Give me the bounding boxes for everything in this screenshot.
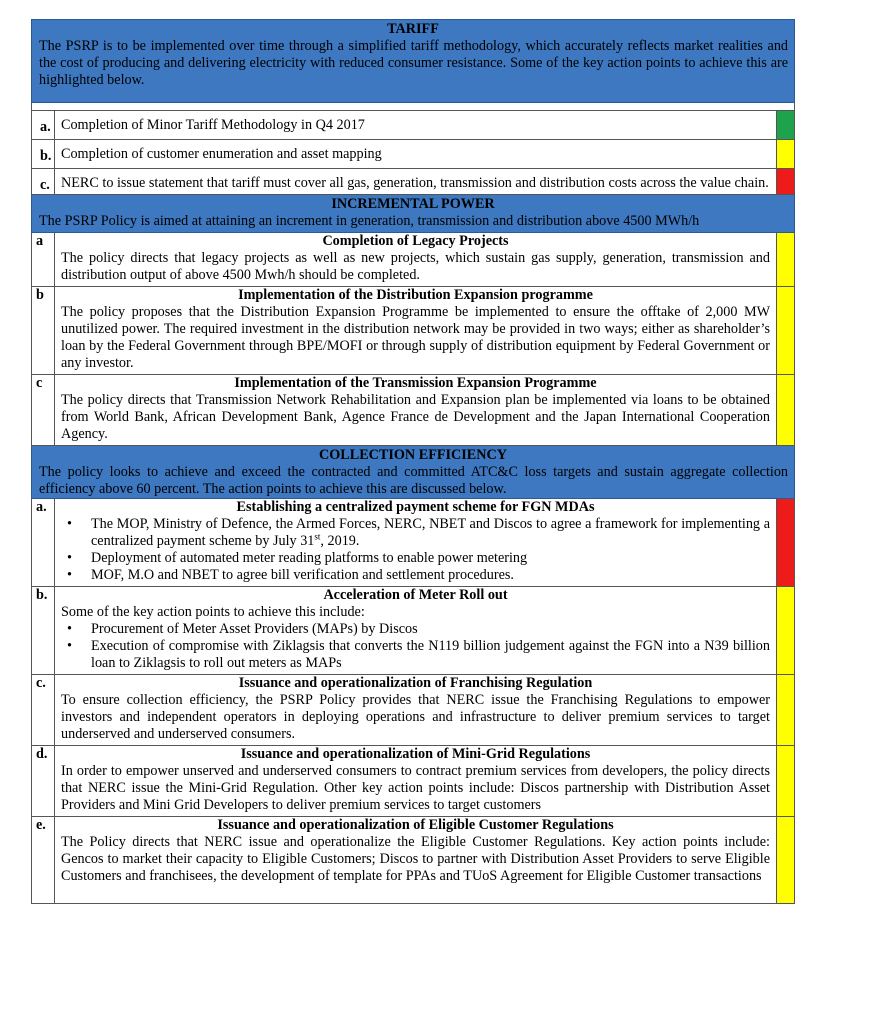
bullet-item bbox=[61, 638, 770, 672]
table-row bbox=[32, 675, 795, 746]
bullet-text: The MOP, Ministry of Defence, the Armed Forces, NERC, NBET and Discos to agree a framework for implementing a centralized payment scheme by July 31 bbox=[91, 516, 770, 549]
bullet-text: Execution of compromise with Ziklagsis that converts the N119 billion judgement against the FGN into a N39 billion loan to Ziklagsis to roll out meters as MAPs bbox=[91, 638, 770, 671]
item-content bbox=[55, 817, 777, 904]
item-content bbox=[55, 111, 777, 140]
gap-cell bbox=[32, 103, 795, 111]
item-title: Issuance and operationalization of Franchising Regulation bbox=[238, 675, 593, 691]
bullet-item bbox=[61, 516, 770, 550]
gap-row bbox=[32, 103, 795, 111]
item-text: Some of the key action points to achieve this include: bbox=[61, 604, 365, 620]
item-letter: e. bbox=[36, 817, 46, 833]
item-title: Acceleration of Meter Roll out bbox=[323, 587, 508, 603]
section-header-cell bbox=[32, 20, 795, 103]
table-row bbox=[32, 169, 795, 195]
item-letter: a. bbox=[40, 119, 51, 135]
item-title: Implementation of the Distribution Expansion programme bbox=[238, 287, 593, 303]
table-row bbox=[32, 499, 795, 587]
psrp-action-table bbox=[31, 19, 794, 904]
action-points-table bbox=[31, 19, 795, 904]
item-text: The policy proposes that the Distribution Expansion Programme be implemented to ensure the offtake of 2,000 MW unutilized power. The required investment in the distribution network may be provided in two ways; either as shareholder’s loan by the Federal Government through BPE/MOFI or through supply of distribution equipment by Federal Government or any investor. bbox=[61, 304, 770, 371]
item-letter-cell bbox=[32, 140, 55, 169]
item-letter-cell bbox=[32, 233, 55, 287]
bullet-list bbox=[61, 621, 770, 672]
section-description: The PSRP Policy is aimed at attaining an increment in generation, transmission and distribution above 4500 MWh/h bbox=[39, 213, 700, 229]
item-content bbox=[55, 675, 777, 746]
item-title: Issuance and operationalization of Mini-Grid Regulations bbox=[240, 746, 591, 762]
status-indicator-yellow bbox=[777, 233, 795, 287]
section-description: The policy looks to achieve and exceed the contracted and committed ATC&C loss targets and sustain aggregate collection efficiency above 60 percent. The action points to achieve this are discussed below. bbox=[39, 464, 789, 497]
item-title: Establishing a centralized payment scheme for FGN MDAs bbox=[236, 499, 595, 515]
section-header-cell bbox=[32, 446, 795, 499]
item-content bbox=[55, 233, 777, 287]
item-text: Completion of Minor Tariff Methodology in Q4 2017 bbox=[61, 117, 365, 133]
item-letter: c. bbox=[36, 675, 46, 691]
item-letter-cell bbox=[32, 675, 55, 746]
bullet-item bbox=[61, 550, 770, 567]
table-row bbox=[32, 587, 795, 675]
status-indicator-green bbox=[777, 111, 795, 140]
item-content bbox=[55, 499, 777, 587]
item-title: Implementation of the Transmission Expansion Programme bbox=[234, 375, 597, 391]
section-title: TARIFF bbox=[387, 21, 439, 37]
status-indicator-yellow bbox=[777, 746, 795, 817]
section-title: COLLECTION EFFICIENCY bbox=[319, 447, 508, 463]
section-header-cell bbox=[32, 195, 795, 233]
table-row bbox=[32, 287, 795, 375]
bullet-list bbox=[61, 516, 770, 584]
table-row bbox=[32, 817, 795, 904]
status-indicator-yellow bbox=[777, 587, 795, 675]
section-description: The PSRP is to be implemented over time through a simplified tariff methodology, which accurately reflects market realities and the cost of producing and delivering electricity with reduced consumer resistance. Some of the key action points to achieve this are highlighted below. bbox=[39, 38, 789, 88]
table-row bbox=[32, 746, 795, 817]
item-letter-cell bbox=[32, 375, 55, 446]
item-letter: c bbox=[36, 375, 43, 391]
item-letter-cell bbox=[32, 817, 55, 904]
bullet-text: Procurement of Meter Asset Providers (MAPs) by Discos bbox=[91, 621, 418, 637]
status-indicator-yellow bbox=[777, 817, 795, 904]
item-letter: a. bbox=[36, 499, 47, 515]
item-content bbox=[55, 287, 777, 375]
item-content bbox=[55, 746, 777, 817]
item-text: NERC to issue statement that tariff must cover all gas, generation, transmission and distribution costs across the value chain. bbox=[61, 175, 769, 191]
table-row bbox=[32, 375, 795, 446]
bullet-item bbox=[61, 567, 770, 584]
item-letter-cell bbox=[32, 287, 55, 375]
item-letter: b. bbox=[40, 148, 52, 164]
item-letter: b bbox=[36, 287, 44, 303]
section-header-tariff bbox=[32, 20, 795, 103]
item-title: Completion of Legacy Projects bbox=[322, 233, 509, 249]
item-letter-cell bbox=[32, 111, 55, 140]
status-indicator-yellow bbox=[777, 140, 795, 169]
item-content bbox=[55, 587, 777, 675]
status-indicator-red bbox=[777, 499, 795, 587]
ordinal-suffix: st bbox=[314, 531, 321, 542]
table-row bbox=[32, 233, 795, 287]
status-indicator-yellow bbox=[777, 287, 795, 375]
status-indicator-red bbox=[777, 169, 795, 195]
status-indicator-yellow bbox=[777, 375, 795, 446]
table-row bbox=[32, 111, 795, 140]
item-letter-cell bbox=[32, 169, 55, 195]
bullet-item bbox=[61, 621, 770, 638]
item-title: Issuance and operationalization of Eligible Customer Regulations bbox=[217, 817, 614, 833]
item-text: The policy directs that Transmission Network Rehabilitation and Expansion plan be implemented via loans to be obtained from World Bank, African Development Bank, Agence France de Development and the Japan International Cooperation Agency. bbox=[61, 392, 770, 442]
item-letter: d. bbox=[36, 746, 48, 762]
bullet-text: MOF, M.O and NBET to agree bill verification and settlement procedures. bbox=[91, 567, 514, 583]
item-text: The Policy directs that NERC issue and operationalize the Eligible Customer Regulations. Key action points include: Gencos to market their capacity to Eligible Customers; Discos to partner with Distribution Asset Providers to serve Eligible Customers and franchisees, the development of template for PPAs and TUoS Agreement for Eligible Customer transactions bbox=[61, 834, 770, 884]
section-header-collection-efficiency bbox=[32, 446, 795, 499]
status-indicator-yellow bbox=[777, 675, 795, 746]
item-letter-cell bbox=[32, 746, 55, 817]
table-row bbox=[32, 140, 795, 169]
item-text: Completion of customer enumeration and asset mapping bbox=[61, 146, 382, 162]
section-header-incremental-power bbox=[32, 195, 795, 233]
item-letter: b. bbox=[36, 587, 48, 603]
item-content bbox=[55, 140, 777, 169]
bullet-text: Deployment of automated meter reading platforms to enable power metering bbox=[91, 550, 528, 566]
item-letter: c. bbox=[40, 177, 50, 193]
item-letter-cell bbox=[32, 587, 55, 675]
item-content bbox=[55, 169, 777, 195]
bullet-text-after: , 2019. bbox=[320, 533, 360, 549]
item-text: The policy directs that legacy projects as well as new projects, which sustain gas supply, generation, transmission and distribution output of above 4500 Mwh/h should be completed. bbox=[61, 250, 770, 283]
item-text: In order to empower unserved and underserved consumers to contract premium services from developers, the policy directs that NERC issue the Mini-Grid Regulation. Other key action points include: Discos partnership with Distribution Asset Providers and Mini Grid Developers to deliver premium services to target customers bbox=[61, 763, 770, 813]
item-letter: a bbox=[36, 233, 44, 249]
section-title: INCREMENTAL POWER bbox=[331, 196, 495, 212]
item-text: To ensure collection efficiency, the PSRP Policy provides that NERC issue the Franchising Regulations to empower investors and independent operators in deploying operations and infrastructure to deliver premium services to target underserved and underserved consumers. bbox=[61, 692, 770, 742]
item-content bbox=[55, 375, 777, 446]
item-letter-cell bbox=[32, 499, 55, 587]
